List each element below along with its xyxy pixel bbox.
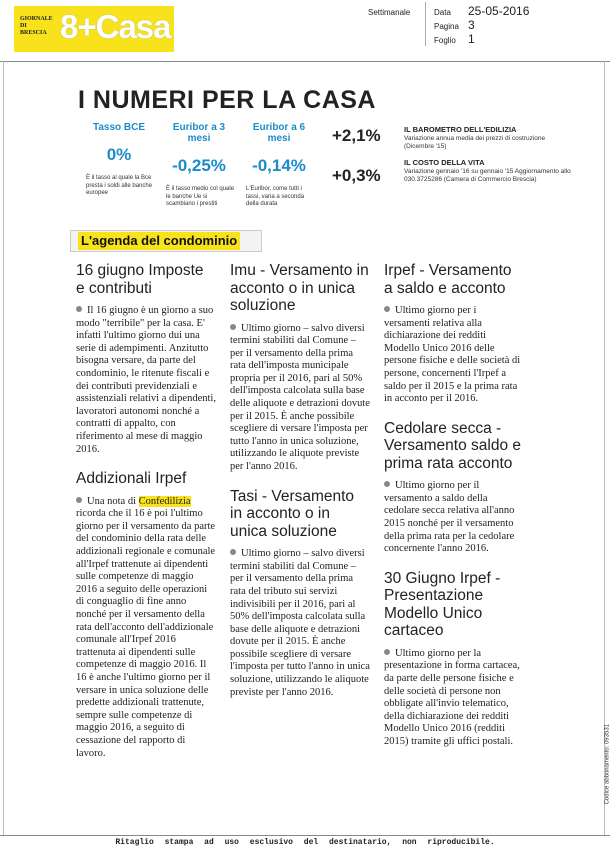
rate-label: Euribor a 6 mesi bbox=[252, 122, 306, 144]
article-text: Ultimo giorno per la presentazione in forma cartacea, da parte delle persone fisiche e delle società di persone non obbligate all'invio telematico, della dichiarazione dei redditi Modello Unico 2016 (redditi 2015) tramite gli uffici postali. bbox=[384, 647, 520, 747]
article-heading: Irpef - Versamento a saldo e acconto bbox=[384, 262, 512, 297]
article-body bbox=[384, 305, 524, 406]
article-heading: 30 Giugno Irpef - Presentazione Modello Unico cartaceo bbox=[384, 569, 501, 640]
frequency-label: Settimanale bbox=[368, 8, 411, 17]
meta-value-foglio: 1 bbox=[468, 32, 475, 46]
article-body bbox=[230, 548, 370, 699]
bullet-icon bbox=[384, 306, 390, 312]
article-heading: Imu - Versamento in acconto o in unica soluzione bbox=[230, 262, 369, 314]
costo-vita-heading: IL COSTO DELLA VITA bbox=[404, 158, 485, 167]
meta-label-data: Data bbox=[434, 8, 451, 17]
rate-label: Tasso BCE bbox=[92, 122, 146, 133]
rate-value: -0,25% bbox=[172, 156, 226, 175]
meta-value-data: 25-05-2016 bbox=[468, 4, 530, 18]
article-body bbox=[384, 480, 524, 556]
barometro-value: +2,1% bbox=[332, 126, 381, 145]
rate-bce bbox=[82, 122, 156, 198]
article-heading: Cedolare secca - Versamento saldo e prima rata acconto bbox=[384, 419, 522, 472]
top-rule bbox=[0, 61, 610, 62]
rate-euribor-6m bbox=[242, 122, 316, 209]
rate-euribor-3m bbox=[162, 122, 236, 209]
article-text: Ultimo giorno per i versamenti relativa alla dichiarazione dei redditi Modello Unico 2016 delle persone fisiche e delle società di persone, concernenti l'Irpef a saldo per il 2015 e la prima rata in acconto per il 2016. bbox=[384, 305, 521, 405]
bullet-icon bbox=[384, 649, 390, 655]
article-text: Ultimo giorno per il versamento a saldo della cedolare secca relativa all'anno 2015 nonché per il versamento della prima rata per la cedolare concernente l'anno 2016. bbox=[384, 480, 515, 555]
article-text: Una nota di bbox=[87, 495, 139, 507]
meta-box bbox=[425, 2, 604, 46]
masthead-newspaper-name: GIORNALE DI BRESCIA bbox=[20, 16, 53, 36]
column-3 bbox=[384, 262, 524, 749]
rate-value: 0% bbox=[106, 145, 132, 164]
article-body bbox=[76, 305, 216, 456]
rate-value: -0,14% bbox=[252, 156, 306, 175]
page-title: I NUMERI PER LA CASA bbox=[78, 86, 376, 114]
meta-label-foglio: Foglio bbox=[434, 36, 456, 45]
column-2 bbox=[230, 262, 370, 699]
costo-vita-value: +0,3% bbox=[332, 166, 381, 185]
barometro-heading: IL BAROMETRO DELL'EDILIZIA bbox=[404, 125, 517, 134]
bullet-icon bbox=[76, 497, 82, 503]
article-body bbox=[230, 323, 370, 474]
rate-label: Euribor a 3 mesi bbox=[172, 122, 226, 144]
masthead bbox=[14, 6, 174, 52]
masthead-logo: 8+Casa bbox=[60, 8, 171, 45]
column-1 bbox=[76, 262, 216, 760]
bottom-rule bbox=[0, 835, 610, 836]
highlighted-text: Confedilizia bbox=[138, 495, 191, 507]
meta-label-pagina: Pagina bbox=[434, 22, 459, 31]
bullet-icon bbox=[230, 549, 236, 555]
article-body bbox=[384, 648, 524, 749]
subscription-code: Codice abbonamento: 093531 bbox=[604, 724, 610, 805]
article-text: Ultimo giorno – salvo diversi termini stabiliti dal Comune – per il versamento della prima rata dell'imposta municipale propria per il 2016, pari al 50% dell'imposta calcolata sulla base delle aliquote e detrazioni dovute per il 2015. È anche possibile scegliere di versare l'imposta per tutto l'anno in unica soluzione, utilizzando le aliquote previste per l'anno 2016. bbox=[230, 322, 370, 473]
barometro-desc: Variazione annua media dei prezzi di costruzione (Dicembre '15) bbox=[404, 135, 546, 150]
article-text: Il 16 giugno è un giorno a suo modo "terribile" per la casa. E' infatti l'ultimo giorno dui una serie di adempimenti. Anzitutto bisogna versare, da parte del condominio, le ritenute fiscali e dei contributi previdenziali e assistenziali relativi a dipendenti, lavoratori autonomi nonché a contratti di appalto, con riferimento al mese di maggio 2016. bbox=[76, 305, 216, 455]
article-heading: Addizionali Irpef bbox=[76, 470, 187, 488]
bullet-icon bbox=[384, 481, 390, 487]
article-text: Ultimo giorno – salvo diversi termini stabiliti dal Comune – per il versamento della prima rata del tributo sui servizi indivisibili per il 2016, pari al 50% dell'imposta calcolata sulla base delle aliquote e detrazioni dovute per il 2015. È anche possibile scegliere di versare l'imposta per tutto l'anno in unica soluzione, utilizzando le aliquote previste per l'anno 2016. bbox=[230, 548, 370, 698]
costo-vita-desc: Variazione gennaio '16 su gennaio '15 Aggiornamento allo 030.3725286 (Camera di Commercio Brescia) bbox=[404, 168, 571, 183]
bullet-icon bbox=[76, 306, 82, 312]
agenda-tag bbox=[70, 230, 262, 252]
footer-notice: Ritaglio stampa ad uso esclusivo del destinatario, non riproducibile. bbox=[115, 838, 495, 847]
article-heading: Tasi - Versamento in acconto o in unica soluzione bbox=[230, 487, 355, 540]
article-heading: 16 giugno Imposte e contributi bbox=[76, 262, 204, 297]
meta-value-pagina: 3 bbox=[468, 18, 475, 32]
bullet-icon bbox=[230, 324, 236, 330]
rate-desc: L'Euribor, come tutti i tassi, varia a seconda della durata bbox=[246, 186, 305, 207]
article-body bbox=[76, 496, 216, 760]
agenda-title: L'agenda del condominio bbox=[78, 232, 240, 250]
rate-desc: È il tasso al quale la Bce presta i soldi alle banche europee bbox=[86, 175, 153, 196]
article-text: ricorda che il 16 è poi l'ultimo giorno per il versamento da parte del condominio della rata delle addizionali regionale e comunale all'Irpef trattenute ai dipendenti sulle competenze di maggio 2016 a seguito delle operazioni di conguaglio di fine anno nonché per il versamento della rata dell'acconto dell'addizionale comunale all'Irpef 2016 trattenuta ai dipendenti sulle competenze di maggio 2016. Il 16 è anche l'ultimo giorno per il versare in unica soluzione delle predette addizionali trattenute, sempre sulle competenze di maggio 2016, a seguito di cessazione del rapporto di lavoro. bbox=[76, 508, 216, 759]
rate-desc: È il tasso medio col quale le banche Ue si scambiano i prestiti bbox=[166, 186, 235, 207]
